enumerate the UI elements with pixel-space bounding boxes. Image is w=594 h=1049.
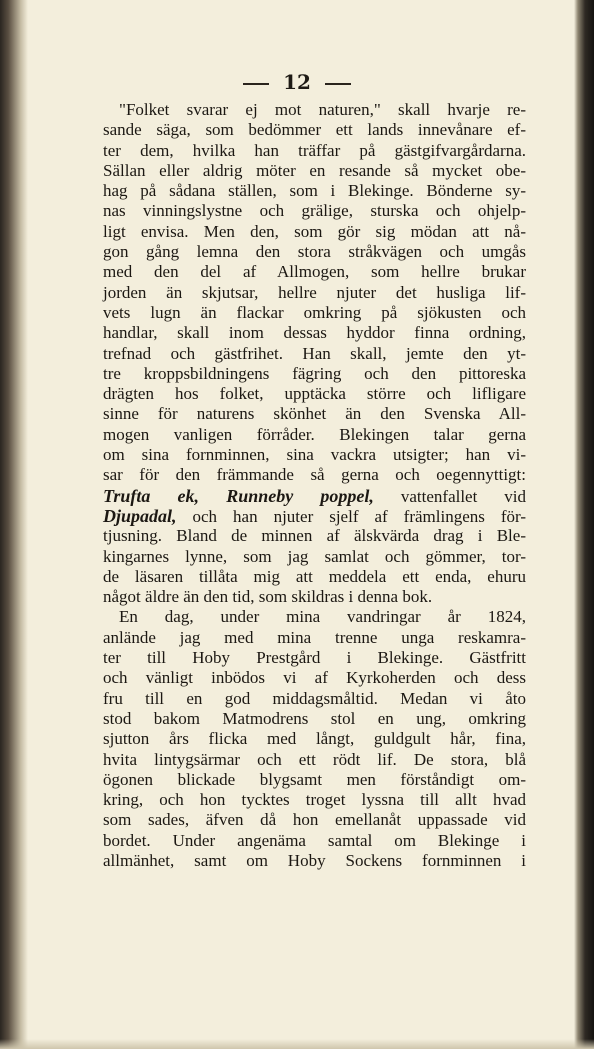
italic-place-names: Trufta ek, Runneby poppel, xyxy=(103,485,374,506)
text-line: hag på sådana ställen, som i Blekinge. Bönderne sy- xyxy=(103,181,526,201)
page-header xyxy=(0,70,594,94)
text-line: stod bakom Matmodrens stol en ung, omkring xyxy=(103,708,526,728)
text-line: kring, och hon tycktes troget lyssna till allt hvad xyxy=(103,790,526,810)
text-line: gon gång lemna den stora stråkvägen och umgås xyxy=(103,242,526,262)
header-dash-right xyxy=(325,83,351,85)
text-line xyxy=(103,486,526,506)
text-line-rest: vattenfallet vid xyxy=(373,486,526,506)
text-line: om sina fornminnen, sina vackra utsigter; han vi- xyxy=(103,445,526,465)
text-line: nas vinningslystne och grälige, sturska och ohjelp- xyxy=(103,201,526,221)
text-line: som sades, äfven då hon emellanåt uppassade vid xyxy=(103,810,526,830)
text-line: ter till Hoby Prestgård i Blekinge. Gästfritt xyxy=(103,648,526,668)
body-text xyxy=(103,100,526,871)
italic-place-names: Djupadal, xyxy=(103,505,177,526)
text-line: sande säga, som bedömmer ett lands innevånare ef- xyxy=(103,120,526,140)
text-line: allmänhet, samt om Hoby Sockens fornminnen i xyxy=(103,850,526,870)
text-line: med den del af Allmogen, som hellre brukar xyxy=(103,262,526,282)
text-line: drägten hos folket, upptäcka större och lifligare xyxy=(103,384,526,404)
text-line: handlar, skall inom dessas hyddor finna ordning, xyxy=(103,323,526,343)
text-line: ter dem, hvilka han träffar på gästgifvargårdarna. xyxy=(103,140,526,160)
text-line: ligt envisa. Men den, som gör sig mödan att nå- xyxy=(103,221,526,241)
text-line: de läsaren tillåta mig att meddela ett enda, ehuru xyxy=(103,566,526,586)
text-line-rest: och han njuter sjelf af främlingens för- xyxy=(176,506,526,526)
book-spine-shadow xyxy=(0,0,28,1049)
text-line: ögonen blickade blygsamt men förståndigt om- xyxy=(103,769,526,789)
page-bottom-edge xyxy=(0,1039,594,1049)
text-line: hvita lintygsärmar och ett rödt lif. De stora, blå xyxy=(103,749,526,769)
text-line: fru till en god middagsmåltid. Medan vi åto xyxy=(103,688,526,708)
text-line: kingarnes lynne, som jag samlat och gömmer, tor- xyxy=(103,546,526,566)
text-line: sjutton års flicka med långt, guldgult hår, fina, xyxy=(103,729,526,749)
text-line: "Folket svarar ej mot naturen," skall hvarje re- xyxy=(119,100,526,119)
text-line: vets lugn än flackar omkring på sjökusten och xyxy=(103,302,526,322)
text-line: sinne för naturens skönhet än den Svenska All- xyxy=(103,404,526,424)
text-line: anlände jag med mina trenne unga reskamra- xyxy=(103,627,526,647)
page-edge-shadow xyxy=(574,0,594,1049)
text-line: jorden än skjutsar, hellre njuter det husliga lif- xyxy=(103,282,526,302)
text-line xyxy=(103,506,526,526)
text-line: Sällan eller aldrig möter en resande så mycket obe- xyxy=(103,160,526,180)
text-line: och vänligt inbödos vi af Kyrkoherden och dess xyxy=(103,668,526,688)
text-line: tre kroppsbildningens fägring och den pittoreska xyxy=(103,363,526,383)
text-line: En dag, under mina vandringar år 1824, xyxy=(119,607,526,627)
text-line: mogen vanligen förråder. Blekingen talar gerna xyxy=(103,424,526,444)
text-line: bordet. Under angenäma samtal om Blekinge i xyxy=(103,830,526,850)
text-line: sar för den främmande så gerna och oegennyttigt: xyxy=(103,465,526,485)
text-line: något äldre än den tid, som skildras i denna bok. xyxy=(103,587,433,607)
header-dash-left xyxy=(243,83,269,85)
page-number: 12 xyxy=(283,70,311,94)
text-line: trefnad och gästfrihet. Han skall, jemte den yt- xyxy=(103,343,526,363)
text-line: tjusning. Bland de minnen af älskvärda drag i Ble- xyxy=(103,526,526,546)
